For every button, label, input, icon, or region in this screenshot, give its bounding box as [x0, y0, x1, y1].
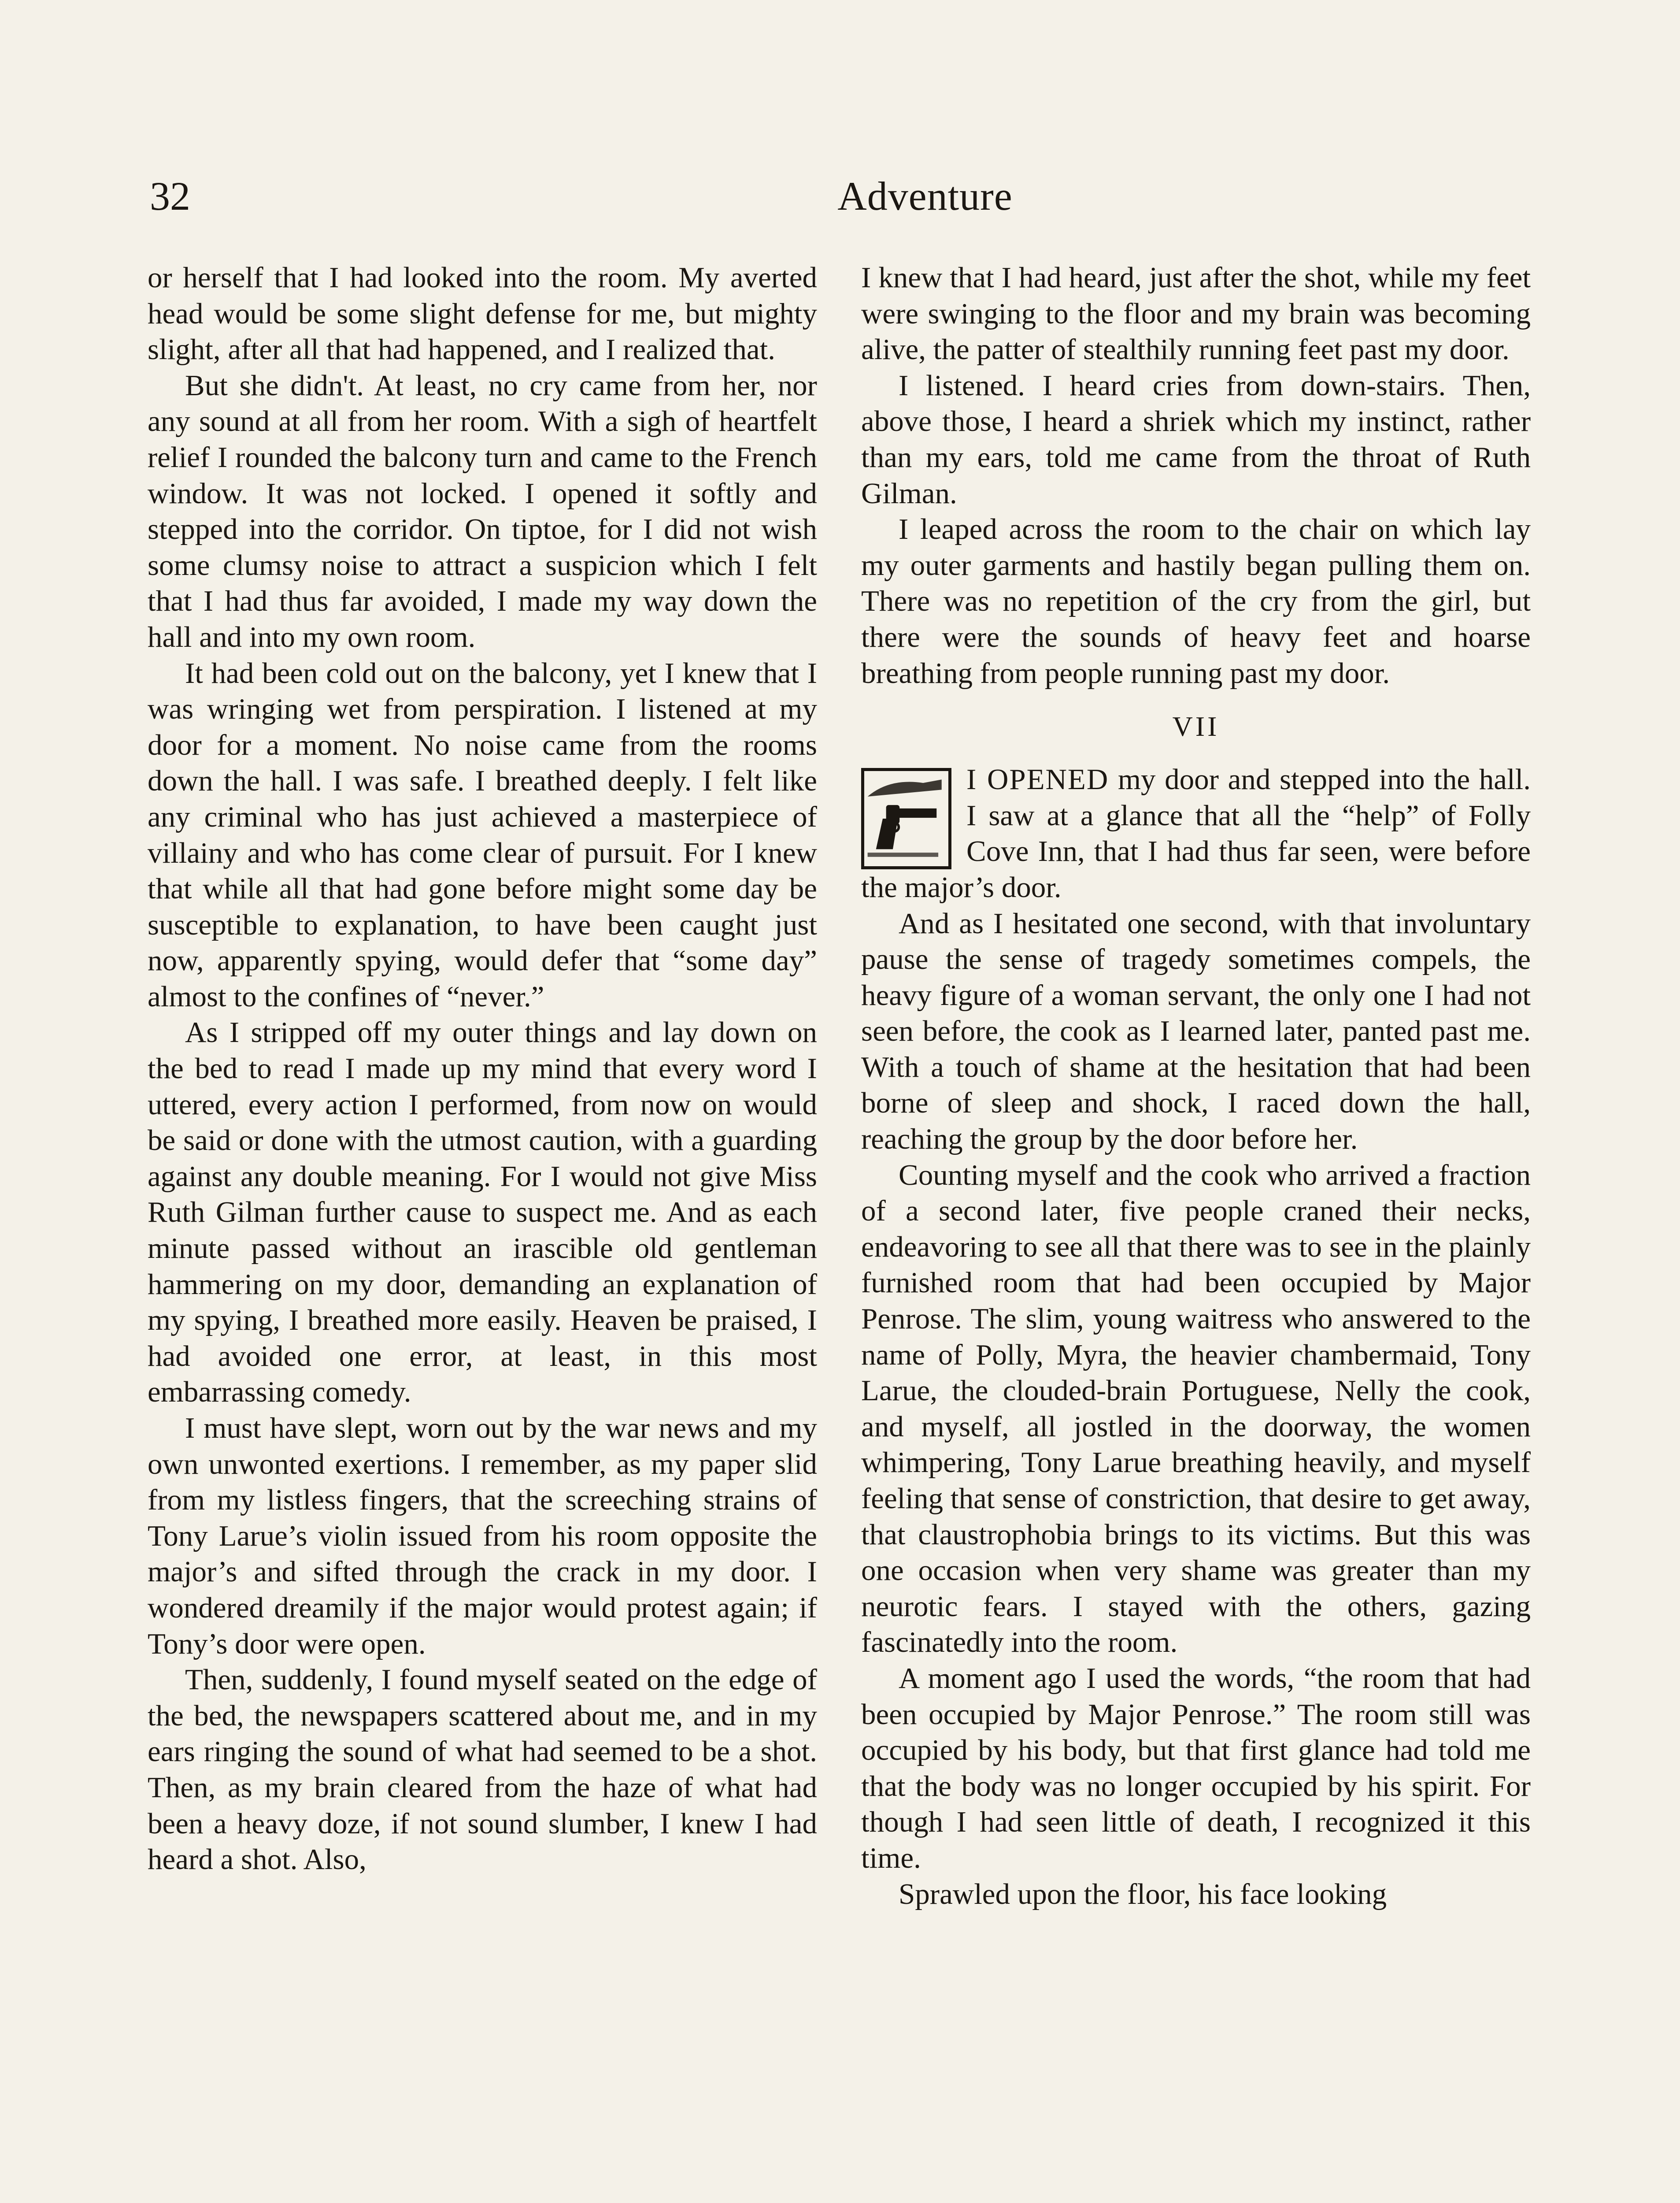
paragraph: And as I hesitated one second, with that involuntary pause the sense of tragedy sometimes compels, the heavy figure of a woman servant, the only one I had not seen before, the cook as I learned later, panted past me. With a touch of shame at the hesitation that had been borne of sleep and shock, I raced down the hall, reaching the group by the door before her.	[861, 907, 1531, 1156]
right-column	[861, 260, 1531, 1912]
paragraph: I leaped across the room to the chair on which lay my outer garments and hastily began pulling them on. There was no repetition of the cry from the girl, but there were the sounds of heavy feet and hoarse breathing from people running past my door.	[861, 513, 1531, 690]
paragraph: I must have slept, worn out by the war news and my own unwonted exertions. I remember, as my paper slid from my listless fingers, that the screeching strains of Tony Larue’s violin issued from his room opposite the major’s and sifted through the crack in my door. I wondered dreamily if the major would protest again; if Tony’s door were open.	[148, 1412, 817, 1660]
page-header	[150, 167, 1537, 225]
paragraph: It had been cold out on the balcony, yet I knew that I was wringing wet from perspiration. I listened at my door for a moment. No noise came from the rooms down the hall. I was safe. I breathed deeply. I felt like any criminal who has just achieved a masterpiece of villainy and who has come clear of pursuit. For I knew that while all that had gone before might some day be susceptible to explanation, to have been caught just now, apparently spying, would defer that “some day” almost to the confines of “never.”	[148, 656, 817, 1013]
revolver-icon	[861, 768, 951, 869]
chapter-opening-paragraph	[861, 762, 1531, 905]
paragraph: or herself that I had looked into the room. My averted head would be some slight defense for me, but mighty slight, after all that had happened, and I realized that.	[148, 261, 817, 366]
left-column	[148, 260, 817, 1878]
paragraph: Sprawled upon the floor, his face looking	[899, 1877, 1387, 1910]
paragraph: But she didn't. At least, no cry came from her, nor any sound at all from her room. With a sigh of heartfelt relief I rounded the balcony turn and came to the French window. It was not locked. I opened it softly and stepped into the corridor. On tiptoe, for I did not wish some clumsy noise to attract a suspicion which I felt that I had thus far avoided, I made my way down the hall and into my own room.	[148, 369, 817, 653]
paragraph: I listened. I heard cries from down-stairs. Then, above those, I heard a shriek which my instinct, rather than my ears, told me came from the throat of Ruth Gilman.	[861, 369, 1531, 510]
paragraph: Then, suddenly, I found myself seated on the edge of the bed, the newspapers scattered about me, and in my ears ringing the sound of what had seemed to be a shot. Then, as my brain cleared from the haze of what had been a heavy doze, if not sound slumber, I knew I had heard a shot. Also,	[148, 1663, 817, 1876]
paragraph: I knew that I had heard, just after the shot, while my feet were swinging to the floor and my brain was becoming alive, the patter of stealthily running feet past my door.	[861, 261, 1531, 366]
opening-words: I OPENED	[966, 763, 1109, 796]
page-number: 32	[150, 174, 190, 219]
opening-text: my door and stepped into the hall. I saw at a glance that all the “help” of Folly Cove Inn, that I had thus far seen, were before the major’s door.	[861, 763, 1531, 904]
paragraph: A moment ago I used the words, “the room that had been occupied by Major Penrose.” The room still was occupied by his body, but that first glance had told me that the body was no longer occupied by his spirit. For though I had seen little of death, I recognized it this time.	[861, 1662, 1531, 1874]
running-title: Adventure	[837, 174, 1013, 219]
chapter-heading: VII	[1172, 711, 1220, 742]
paragraph: As I stripped off my outer things and lay down on the bed to read I made up my mind that every word I uttered, every action I performed, from now on would be said or done with the utmost caution, with a guarding against any double meaning. For I would not give Miss Ruth Gilman further cause to suspect me. And as each minute passed without an irascible old gentleman hammering on my door, demanding an explanation of my spying, I breathed more easily. Heaven be praised, I had avoided one error, at least, in this most embarrassing comedy.	[148, 1016, 817, 1409]
paragraph: Counting myself and the cook who arrived a fraction of a second later, five people craned their necks, endeavoring to see all that there was to see in the plainly furnished room that had been occupied by Major Penrose. The slim, young waitress who answered to the name of Polly, Myra, the heavier chambermaid, Tony Larue, the clouded-brain Portuguese, Nelly the cook, and myself, all jostled in the doorway, the women whimpering, Tony Larue breathing heavily, and myself feeling that sense of constriction, that desire to get away, that claustrophobia brings to its victims. But this was one occasion when very shame was greater than my neurotic fears. I stayed with the others, gazing fascinatedly into the room.	[861, 1158, 1531, 1659]
